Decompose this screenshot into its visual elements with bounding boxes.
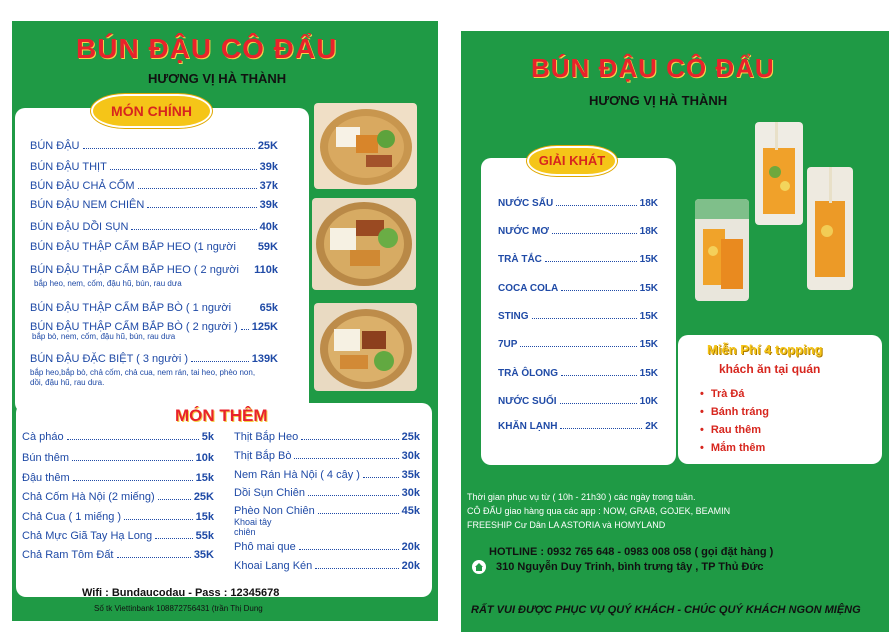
dotted-leader (556, 204, 636, 206)
item-price: 5k (201, 431, 214, 443)
item-price: 35k (401, 469, 420, 481)
extra-item (22, 452, 214, 464)
item-price: 15K (639, 283, 658, 294)
item-name: BÚN ĐẬU DỒI SỤN (30, 221, 129, 233)
item-name: COCA COLA (498, 283, 559, 294)
drink-photo (695, 199, 749, 301)
item-name: NƯỚC MƠ (498, 226, 549, 237)
extra-item-name: Khoai tây chiên (234, 517, 272, 537)
item-price: 15k (195, 472, 214, 484)
item-price: 10k (195, 452, 214, 464)
dotted-leader (83, 147, 255, 149)
item-price: 125K (251, 321, 278, 333)
item-price: 15K (639, 254, 658, 265)
food-photo-graphic (314, 303, 417, 391)
item-name: Cà pháo (22, 431, 64, 443)
service-hours: Thời gian phục vụ từ ( 10h - 21h30 ) các ngày trong tuần. (467, 492, 696, 502)
extra-item (234, 431, 420, 443)
item-price: 55k (195, 530, 214, 542)
item-name: 7UP (498, 339, 518, 350)
dotted-leader (155, 537, 193, 539)
item-name: BÚN ĐẬU THẬP CẨM BẮP BÒ ( 2 người ) (30, 321, 238, 333)
item-price: 30k (401, 450, 420, 462)
item-price: 39k (259, 199, 278, 211)
free-topping-item: • Trà Đá (700, 388, 745, 400)
dotted-leader (560, 427, 642, 429)
drink-item (498, 226, 658, 237)
dotted-leader (147, 206, 256, 208)
dotted-leader (124, 518, 193, 520)
extra-item (234, 541, 420, 553)
drink-item (498, 421, 658, 432)
dotted-leader (117, 556, 191, 558)
dotted-leader (241, 328, 249, 330)
drink-item (498, 283, 658, 294)
dotted-leader (242, 272, 251, 273)
extra-item (22, 431, 214, 443)
dotted-leader (552, 232, 637, 234)
item-price: 40k (259, 221, 278, 233)
address: 310 Nguyễn Duy Trinh, bình trưng tây , TP Thủ Đức (496, 561, 764, 573)
item-name: STING (498, 311, 529, 322)
item-name: BÚN ĐẬU CHẢ CỐM (30, 180, 135, 192)
drink-item (498, 311, 658, 322)
drink-item (498, 339, 658, 350)
item-price: 25K (193, 491, 214, 503)
item-price: 15K (639, 339, 658, 350)
item-name: NƯỚC SUỐI (498, 396, 557, 407)
item-price: 15K (639, 368, 658, 379)
drink-photo (807, 167, 853, 290)
item-name: Chả Cua ( 1 miếng ) (22, 511, 122, 523)
main-dishes-badge: MÓN CHÍNH (91, 94, 212, 128)
item-note: bắp bò, nem, cốm, đậu hũ, bún, rau dưa (32, 332, 176, 341)
item-name: Nem Rán Hà Nội ( 4 cây ) (234, 469, 360, 481)
dotted-leader (73, 479, 193, 481)
extra-item (234, 450, 420, 462)
menu-item (30, 221, 278, 233)
drinks-badge: GIẢI KHÁT (527, 146, 617, 176)
dotted-leader (239, 249, 255, 250)
item-name: NƯỚC SẤU (498, 198, 554, 209)
dotted-leader (131, 228, 256, 230)
item-name: TRÀ TẮC (498, 254, 542, 265)
item-price: 39k (259, 161, 278, 173)
food-photo (314, 103, 417, 189)
wifi-info: Wifi : Bundaucodau - Pass : 12345678 (82, 587, 280, 599)
slogan: RẤT VUI ĐƯỢC PHỤC VỤ QUÝ KHÁCH - CHÚC QUÝ KHÁCH NGON MIỆNG (471, 604, 861, 616)
item-price: 35K (193, 549, 214, 561)
dotted-leader (299, 548, 399, 550)
menu-item (30, 264, 278, 276)
dotted-leader (67, 438, 199, 440)
item-name: Bún thêm (22, 452, 70, 464)
item-name: KHĂN LẠNH (498, 421, 558, 432)
drink-photo-graphic (807, 167, 853, 290)
free-topping-subtitle: khách ăn tại quán (719, 362, 821, 376)
item-price: 139K (251, 353, 278, 365)
menu-item (30, 140, 278, 152)
brand-tagline: HƯƠNG VỊ HÀ THÀNH (148, 71, 287, 86)
home-icon-graphic (472, 560, 486, 574)
drink-item (498, 198, 658, 209)
drink-photo-graphic (755, 122, 803, 225)
free-topping-item: • Bánh tráng (700, 406, 769, 418)
item-name: BÚN ĐẬU THẬP CẨM BẮP HEO (1 người (30, 241, 236, 253)
drink-photo-graphic (695, 199, 749, 301)
freeship-info: FREESHIP Cư Dân LA ASTORIA và HOMYLAND (467, 520, 666, 530)
free-topping-item: • Rau thêm (700, 424, 761, 436)
dotted-leader (308, 494, 399, 496)
item-name: Đậu thêm (22, 472, 70, 484)
item-name: Dồi Sụn Chiên (234, 487, 305, 499)
brand-tagline: HƯƠNG VỊ HÀ THÀNH (589, 93, 728, 108)
item-name: Chả Mực Giã Tay Hạ Long (22, 530, 153, 542)
item-price: 59K (257, 241, 278, 253)
extra-item (22, 491, 214, 503)
item-name: BÚN ĐẬU NEM CHIÊN (30, 199, 145, 211)
extra-item (234, 487, 420, 499)
food-photo-graphic (312, 198, 416, 290)
item-price: 2K (645, 421, 658, 432)
dotted-leader (315, 567, 398, 569)
item-price: 37k (259, 180, 278, 192)
drink-item (498, 254, 658, 265)
item-name: BÚN ĐẬU THẬP CẨM BẮP HEO ( 2 người (30, 264, 239, 276)
extra-item (22, 549, 214, 561)
item-price: 18K (639, 226, 658, 237)
brand-title: BÚN ĐẬU CÔ ĐẨU (76, 33, 338, 64)
extra-item (234, 560, 420, 572)
item-price: 110k (254, 264, 278, 276)
dotted-leader (561, 374, 637, 376)
free-topping-title: Miễn Phí 4 topping (707, 342, 823, 357)
drink-photo (755, 122, 803, 225)
item-price: 15k (195, 511, 214, 523)
dotted-leader (158, 498, 191, 500)
item-note: bắp heo,bắp bò, chả cốm, chả cua, nem rán, tai heo, phèo non, dồi, đậu hũ, rau dưa. (30, 368, 256, 387)
item-price: 15K (639, 311, 658, 322)
brand-title: BÚN ĐẬU CÔ ĐẨU (531, 53, 775, 83)
drink-item (498, 396, 658, 407)
menu-item (30, 353, 278, 365)
item-price: 18K (639, 198, 658, 209)
item-name: Chả Cốm Hà Nội (2 miếng) (22, 491, 155, 503)
menu-item (30, 161, 278, 173)
free-topping-item: • Mắm thêm (700, 442, 765, 454)
item-name: BÚN ĐẬU THẬP CẨM BẮP BÒ ( 1 người (30, 302, 232, 314)
food-photo (312, 198, 416, 290)
item-name: Thịt Bắp Heo (234, 431, 299, 443)
dotted-leader (72, 459, 193, 461)
food-photo-graphic (314, 103, 417, 189)
dotted-leader (301, 438, 398, 440)
dotted-leader (318, 512, 399, 514)
dotted-leader (191, 360, 249, 362)
item-price: 65k (259, 302, 278, 314)
extra-item (22, 472, 214, 484)
right-menu-page (461, 31, 889, 632)
home-icon (472, 560, 486, 574)
item-price: 20k (401, 560, 420, 572)
menu-item (30, 199, 278, 211)
item-name: BÚN ĐẬU ĐẶC BIỆT ( 3 người ) (30, 353, 189, 365)
dotted-leader (294, 457, 398, 459)
hotline: HOTLINE : 0932 765 648 - 0983 008 058 ( gọi đặt hàng ) (489, 546, 774, 558)
item-name: Thịt Bắp Bò (234, 450, 292, 462)
bank-info: Số tk Viettinbank 108872756431 (trần Thị Dung (94, 604, 263, 613)
dotted-leader (138, 187, 257, 189)
extra-item (22, 511, 214, 523)
item-name: BÚN ĐẬU THỊT (30, 161, 107, 173)
dotted-leader (363, 476, 399, 478)
item-price: 45k (401, 505, 420, 517)
menu-item (30, 302, 278, 314)
extra-item (234, 505, 420, 517)
item-name: Phô mai que (234, 541, 296, 553)
item-price: 25k (401, 431, 420, 443)
dotted-leader (234, 310, 257, 311)
item-name: BÚN ĐẬU (30, 140, 80, 152)
item-name: Chả Ram Tôm Đất (22, 549, 114, 561)
drink-item (498, 368, 658, 379)
extra-item (234, 469, 420, 481)
item-name: TRÀ ÔLONG (498, 368, 558, 379)
item-name: Khoai Lang Kén (234, 560, 313, 572)
dotted-leader (560, 402, 637, 404)
dotted-leader (110, 168, 257, 170)
extra-item (22, 530, 214, 542)
item-price: 25K (257, 140, 278, 152)
food-photo (314, 303, 417, 391)
dotted-leader (520, 345, 636, 347)
dotted-leader (561, 289, 636, 291)
menu-item (30, 180, 278, 192)
left-menu-page (12, 21, 438, 621)
item-note: bắp heo, nem, cốm, đậu hũ, bún, rau dưa (34, 279, 182, 288)
delivery-apps: CÔ ĐẨU giao hàng qua các app : NOW, GRAB, GOJEK, BEAMIN (467, 506, 731, 516)
dotted-leader (545, 260, 637, 262)
menu-item (30, 241, 278, 253)
item-price: 10K (639, 396, 658, 407)
extras-heading: MÓN THÊM (175, 406, 268, 425)
item-price: 30k (401, 487, 420, 499)
item-name: Phèo Non Chiên (234, 505, 315, 517)
item-price: 20k (401, 541, 420, 553)
dotted-leader (532, 317, 637, 319)
